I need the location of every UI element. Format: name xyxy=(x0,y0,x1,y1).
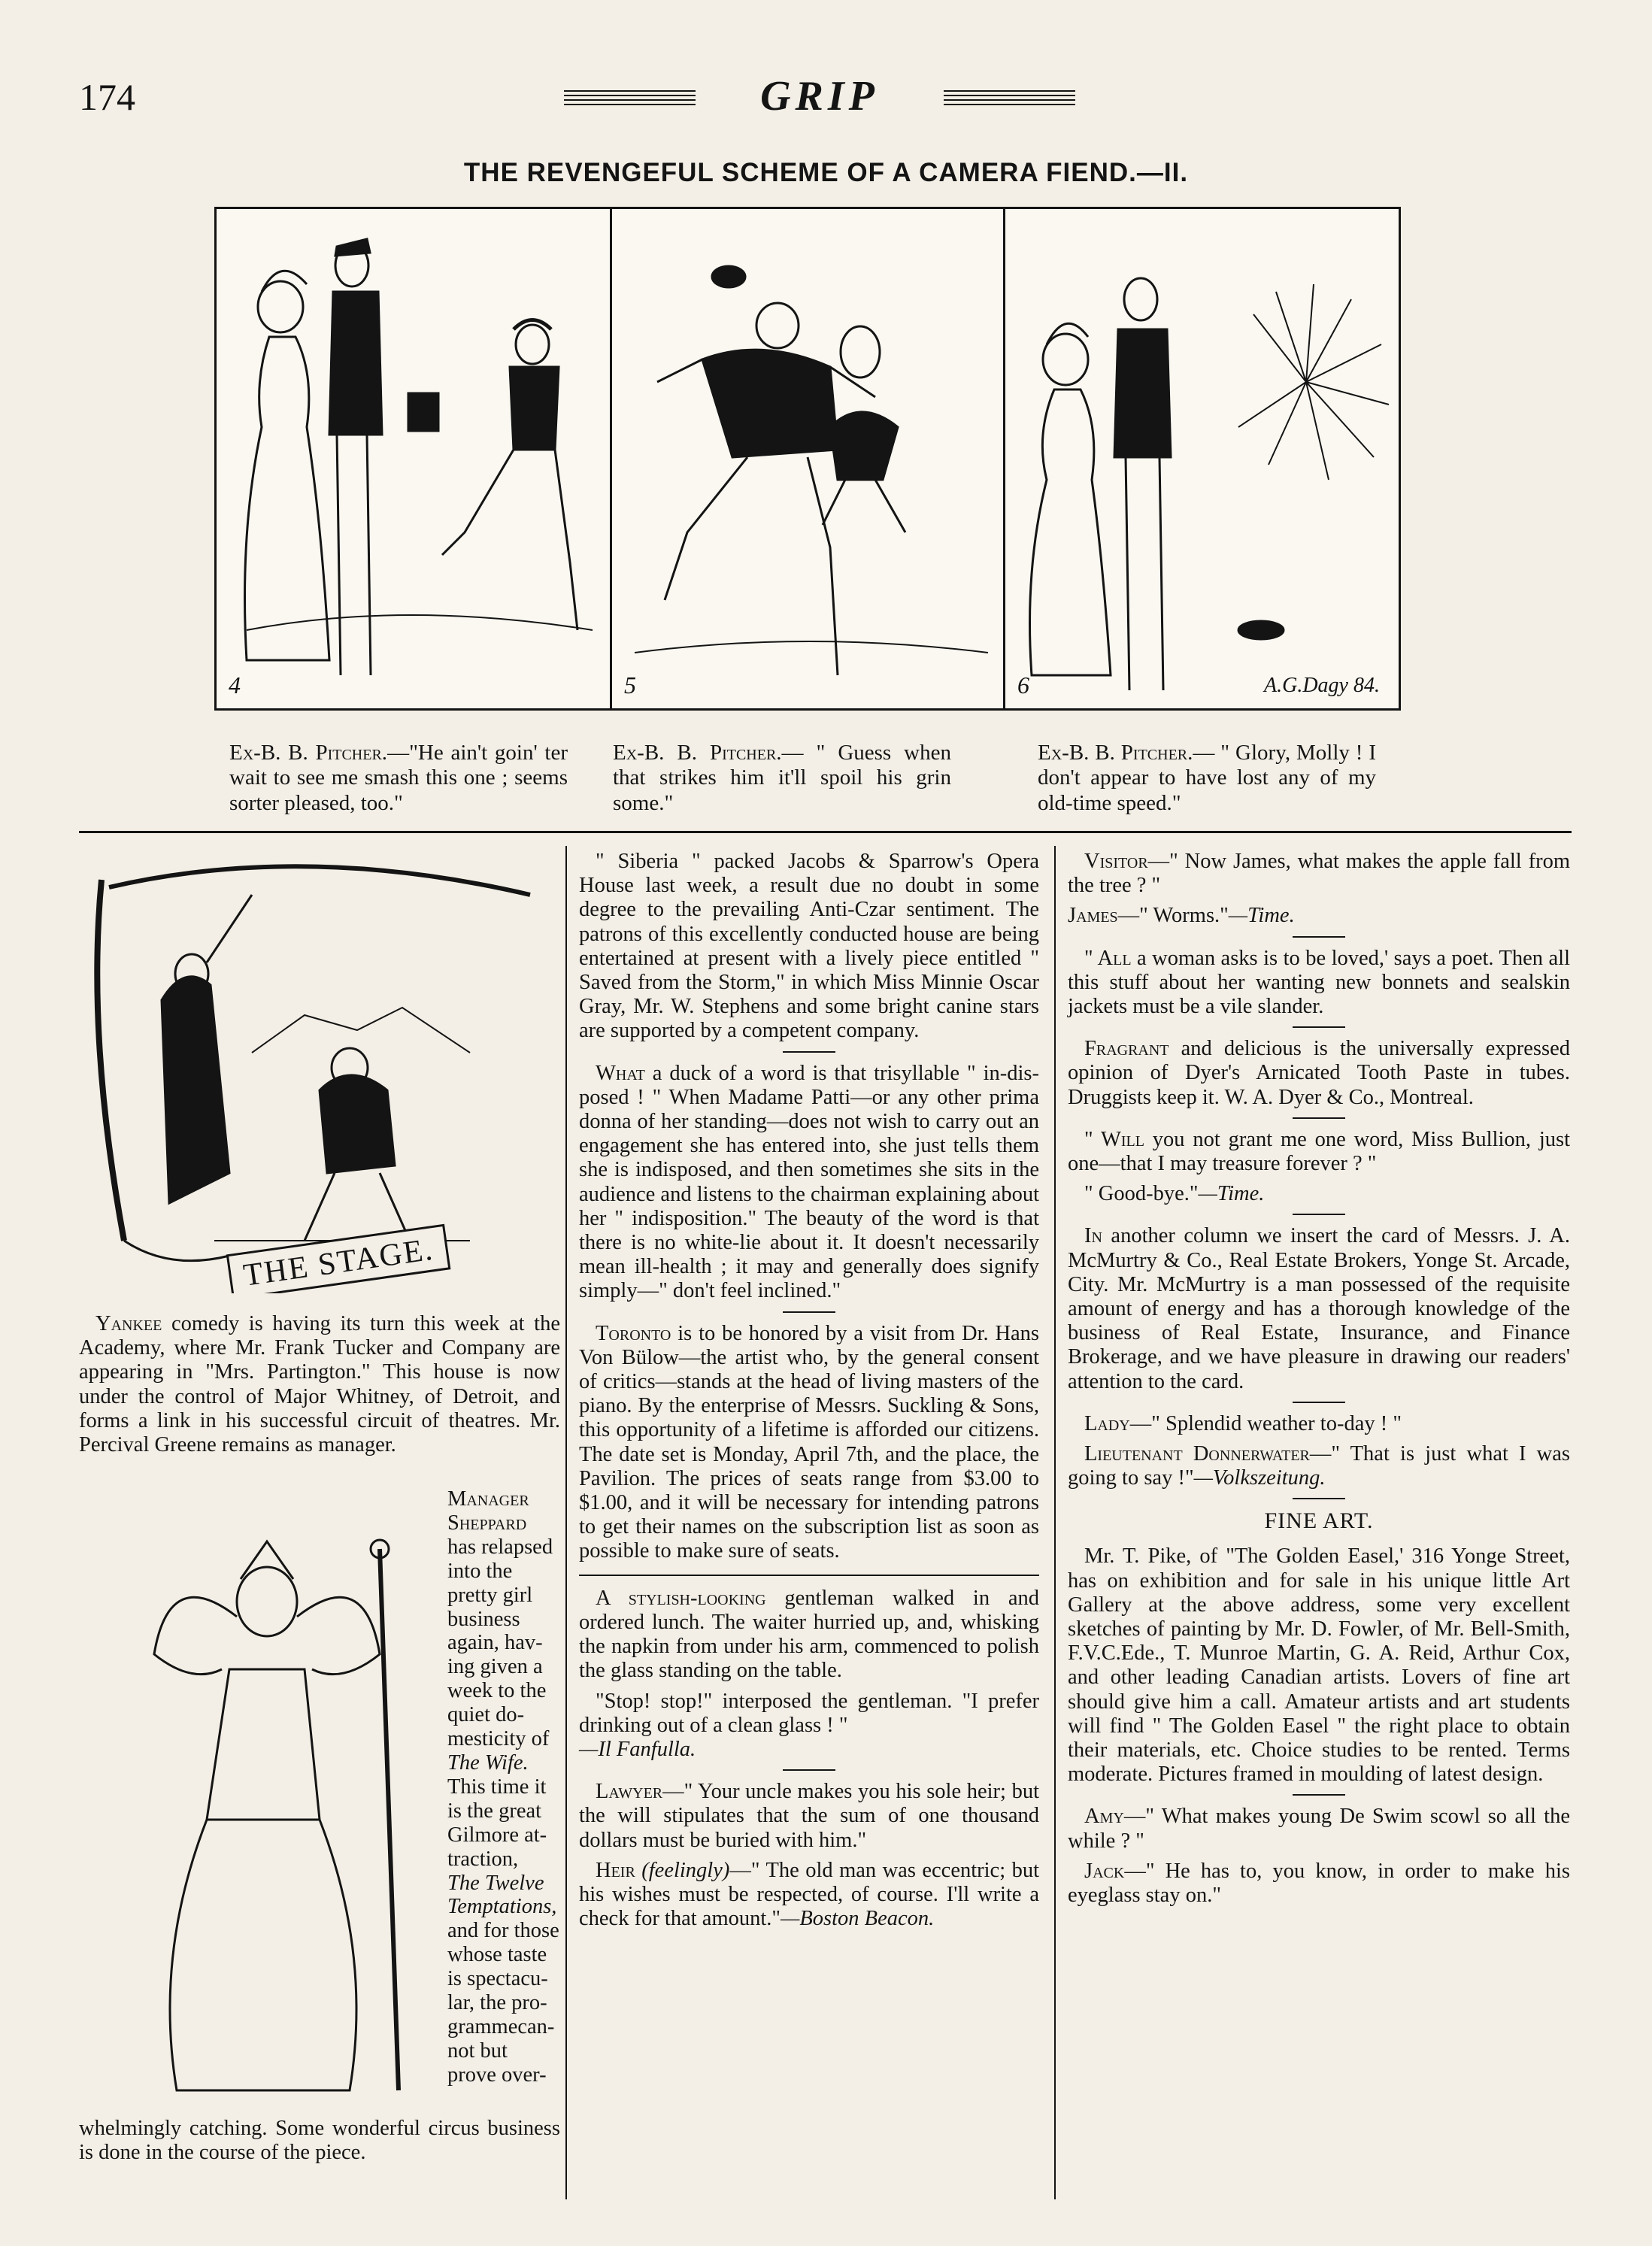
manager-line: into the xyxy=(447,1559,513,1583)
caption-text: —"He ain't goin' ter wait to see me smash this one ; seems sorter pleased, too." xyxy=(229,741,568,815)
manager-line: Manager xyxy=(447,1487,529,1511)
caption-text: — " Glory, Molly ! I don't appear to have lost any of my old-time speed." xyxy=(1038,741,1376,815)
rule xyxy=(1293,1794,1345,1796)
manager-line: pretty girl xyxy=(447,1583,533,1607)
lead-word: James xyxy=(1068,904,1118,928)
lead-word: What xyxy=(596,1061,645,1085)
lead-word: Fragrant xyxy=(1084,1037,1169,1061)
amy-text: —" What makes young De Swim scowl so all the while ? " xyxy=(1068,1805,1570,1853)
lead-word: Heir xyxy=(596,1858,635,1882)
manager-line: The Twelve xyxy=(447,1871,544,1895)
manager-article xyxy=(447,1487,568,2087)
manager-tail-text: whelmingly catching. Some wonderful circus business is done in the course of the piece. xyxy=(79,2117,560,2165)
fine-art-heading: FINE ART. xyxy=(1264,1508,1374,1534)
source-credit: —Volkszeitung. xyxy=(1193,1466,1326,1490)
manager-line: This time it xyxy=(447,1775,547,1799)
manager-line: has relapsed xyxy=(447,1535,553,1559)
lead-word: Visitor xyxy=(1084,850,1148,873)
masthead-rule-right xyxy=(944,90,1075,108)
lead-word: Lawyer xyxy=(596,1780,663,1804)
rule xyxy=(1293,936,1345,938)
panel-6-illustration xyxy=(1005,209,1401,708)
manager-line: mesticity of xyxy=(447,1727,550,1751)
cartoon-strip xyxy=(214,207,1401,711)
manager-line: not but xyxy=(447,2038,508,2063)
mcmurtry-text: another column we insert the card of Messrs. J. A. McMurtry & Co., Real Estate Brokers, Yonge St. Arcade, City. Mr. McMurtry is a man possessed of the requisite amount of energy and has a thorough knowledge of the business of Real Estate, Insurance, and Finance Brokerage, and we have pleasure in drawing our readers' attention to the card. xyxy=(1068,1224,1571,1393)
lead-word: " Will xyxy=(1084,1127,1144,1151)
stage-article xyxy=(79,1312,560,1463)
fragrant-text: and delicious is the universally expressed opinion of Dyer's Arnicated Tooth Paste in tubes. Druggists keep it. W. A. Dyer & Co., Montreal. xyxy=(1068,1037,1571,1109)
lead-word: Toronto xyxy=(596,1321,671,1345)
panel-number: 6 xyxy=(1017,671,1029,699)
manager-line: The Wife. xyxy=(447,1750,529,1775)
rule xyxy=(1293,1402,1345,1403)
caption-speaker: Ex-B. B. Pitcher. xyxy=(229,741,388,765)
column-divider xyxy=(1054,846,1056,2199)
cartoon-panel-5 xyxy=(610,209,1003,708)
page-number: 174 xyxy=(79,76,135,118)
stylish-article: gentleman walked in and ordered lunch. The waiter hurried up, and, whisking the napkin from under his arm, commenced to polish the glass standing on the table. xyxy=(579,1586,1040,1683)
source-credit: —Boston Beacon. xyxy=(781,1907,935,1931)
lead-word: Lady xyxy=(1084,1411,1130,1435)
masthead xyxy=(564,75,1075,120)
section-divider xyxy=(79,831,1572,833)
lead-word: A stylish-looking xyxy=(596,1586,766,1610)
column-2 xyxy=(579,850,1039,1937)
masthead-title: GRIP xyxy=(760,73,879,120)
rule xyxy=(783,1051,835,1053)
column-3 xyxy=(1068,850,1570,1914)
lead-word: Lieutenant Donnerwater xyxy=(1084,1442,1310,1466)
lead-word: Yankee xyxy=(95,1312,162,1335)
james-text: —" Worms." xyxy=(1117,904,1229,928)
lead-word: In xyxy=(1084,1224,1102,1248)
jack-text: —" He has to, you know, in order to make his eyeglass stay on." xyxy=(1068,1859,1570,1907)
all-text: a woman asks is to be loved,' says a poet. Then all this stuff about her wanting new bonnets and sealskin jackets must be a vile slander. xyxy=(1068,946,1571,1019)
indisposed-article: a duck of a word is that trisyllable " in-dis-posed ! " When Madame Patti—or any other prima donna of her standing—does not wish to carry out an engagement she has entered into, she just tells them she is indisposed, and then sometimes she sits in the audience and listens to the chairman explaining about her " indisposition." The beauty of the word is that there is no white-lie about it. It doesn't necessarily mean ill-health ; it may and generally does signify simply—" don't feel inclined." xyxy=(579,1061,1040,1303)
lead-word: Amy xyxy=(1084,1805,1124,1829)
winged-figure-illustration xyxy=(109,1534,425,2105)
stop-text: "Stop! stop!" interposed the gentleman. "I prefer drinking out of a clean glass ! " xyxy=(579,1689,1039,1737)
fine-art-text: Mr. T. Pike, of "The Golden Easel,' 316 Yonge Street, has on exhibition and for sale in his unique little Art Gallery at the above address, some very excellent sketches of painting by Mr. D. Fowler, of Mr. Bell-Smith, F.V.C.Ede., T. Munroe Martin, G. A. Reid, Arthur Cox, and other leading Canadian artists. Lovers of fine art should give him a call. Amateur artists and art students will find " The Golden Easel " the right place to obtain their materials, etc. Choice studies to be rented. Terms moderate. Pictures framed in moulding of latest design. xyxy=(1068,1544,1570,1787)
lawyer-text: —" Your uncle makes you his sole heir; but the will stipulates that the sum of one thousand dollars must be buried with him." xyxy=(579,1780,1039,1852)
lead-word: " All xyxy=(1084,946,1132,970)
manager-line: Sheppard xyxy=(447,1511,527,1535)
will-text: you not grant me one word, Miss Bullion, just one—that I may treasure forever ? " xyxy=(1068,1127,1570,1176)
panel-5-illustration xyxy=(612,209,1005,708)
manager-line: is the great xyxy=(447,1799,542,1823)
caption-panel-5 xyxy=(613,741,951,816)
rule xyxy=(579,1575,1039,1576)
rule xyxy=(1293,1117,1345,1119)
manager-line: is spectacu- xyxy=(447,1967,548,1991)
manager-line: Gilmore at- xyxy=(447,1823,547,1847)
goodbye-text: " Good-bye." xyxy=(1084,1182,1199,1206)
source-credit: —Time. xyxy=(1198,1182,1265,1206)
lead-word: Jack xyxy=(1084,1859,1125,1883)
cartoon-title: THE REVENGEFUL SCHEME OF A CAMERA FIEND.—II. xyxy=(463,158,1189,187)
manager-line: week to the xyxy=(447,1679,547,1703)
lieut-text: —" That is just what I was going to say !" xyxy=(1068,1442,1570,1490)
heir-text: —" The old man was eccentric; but his wishes must be respected, of course. I'll write a check for that amount." xyxy=(579,1858,1039,1931)
caption-panel-4 xyxy=(229,741,568,816)
caption-speaker: Ex-B. B. Pitcher. xyxy=(613,741,782,765)
toronto-article: is to be honored by a visit from Dr. Hans Von Bülow—the artist who, by the general consent of critics—stands at the head of living masters of the piano. By the enterprise of Messrs. Suckling & Sons, this opportunity of a lifetime is afforded our citizens. The date set is Monday, April 7th, and the place, the Pavilion. The prices of seats range from $3.00 to $1.00, and it will be necessary for intending patrons to get their names on the subscription list as soon as possible to make sure of seats. xyxy=(579,1321,1040,1563)
manager-line: quiet do- xyxy=(447,1703,525,1727)
cartoon-panel-4 xyxy=(217,209,610,708)
manager-line: traction, xyxy=(447,1847,519,1871)
manager-line: prove over- xyxy=(447,2063,547,2087)
panel-4-illustration xyxy=(217,209,610,708)
panel-number: 5 xyxy=(624,671,636,699)
cartoon-panel-6 xyxy=(1003,209,1396,708)
the-stage-label: THE STAGE. xyxy=(241,1232,436,1293)
manager-line: whose taste xyxy=(447,1943,547,1967)
manager-line: lar, the pro- xyxy=(447,1991,547,2015)
caption-text: — " Guess when that strikes him it'll spoil his grin some." xyxy=(613,741,951,815)
panel-number: 4 xyxy=(229,671,241,699)
rule xyxy=(1293,1214,1345,1215)
manager-line: and for those xyxy=(447,1919,559,1943)
the-stage-illustration xyxy=(79,850,538,1293)
visitor-text: —" Now James, what makes the apple fall from the tree ? " xyxy=(1068,850,1570,898)
manager-article-tail xyxy=(79,2117,560,2171)
caption-panel-6 xyxy=(1038,741,1376,816)
stage-article-text: comedy is having its turn this week at the Academy, where Mr. Frank Tucker and Company are appearing in "Mrs. Partington." This house is now under the control of Major Whitney, of Detroit, and forms a link in his successful circuit of theatres. Mr. Percival Greene remains as manager. xyxy=(79,1312,561,1457)
rule xyxy=(783,1769,835,1771)
source-credit: —Il Fanfulla. xyxy=(579,1737,696,1761)
manager-line: Temptations, xyxy=(447,1895,557,1919)
manager-line: ing given a xyxy=(447,1655,543,1679)
rule xyxy=(783,1311,835,1313)
rule xyxy=(1293,1498,1345,1499)
manager-line: grammecan- xyxy=(447,2014,555,2038)
source-credit: —Time. xyxy=(1228,904,1295,928)
lady-text: —" Splendid weather to-day ! " xyxy=(1129,1411,1402,1435)
artist-signature: A.G.Dagy 84. xyxy=(1264,674,1380,697)
rule xyxy=(1293,1026,1345,1028)
caption-speaker: Ex-B. B. Pitcher. xyxy=(1038,741,1193,765)
manager-line: business xyxy=(447,1607,520,1631)
siberia-article: " Siberia " packed Jacobs & Sparrow's Opera House last week, a result due no doubt in some degree to the prevailing Anti-Czar sentiment. The patrons of this excellently conducted house are being entertained at present with a lively piece entitled " Saved from the Storm," in which Miss Minnie Oscar Gray, Mr. W. Stephens and some bright canine stars are supported by a competent company. xyxy=(579,850,1039,1043)
manager-line: again, hav- xyxy=(447,1631,543,1655)
stage-direction: (feelingly) xyxy=(641,1858,730,1882)
